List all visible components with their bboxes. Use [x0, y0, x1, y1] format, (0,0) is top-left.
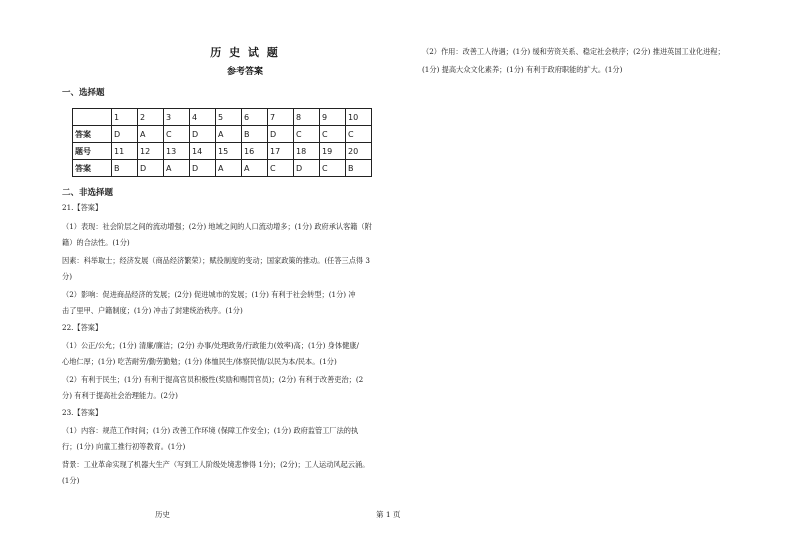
table-row [73, 126, 372, 143]
text-line: 籍）的合法性。(1分) [62, 238, 130, 247]
table-cell: C [320, 126, 346, 143]
table-row [73, 160, 372, 177]
table-cell: 15 [216, 143, 242, 160]
table-cell: C [294, 126, 320, 143]
table-cell: D [190, 160, 216, 177]
table-cell: D [138, 160, 164, 177]
text-line: 23.【答案】 [62, 408, 103, 417]
table-cell: 19 [320, 143, 346, 160]
table-cell: 13 [164, 143, 190, 160]
row-label: 答案 [73, 160, 112, 177]
answer-table [72, 108, 372, 177]
text-line: 22.【答案】 [62, 323, 103, 332]
table-cell: A [138, 126, 164, 143]
page-title: 历 史 试 题 [210, 46, 280, 59]
text-line: 行；(1分) 向童工推行初等教育。(1分) [62, 442, 186, 451]
text-line: （1）内容：规范工作时间；(1分) 改善工作环境 (保障工作安全)；(1分) 政府监管工厂法的执 [62, 426, 359, 435]
table-cell: B [346, 160, 372, 177]
table-cell: 17 [268, 143, 294, 160]
table-cell: 5 [216, 109, 242, 126]
text-line: 背景：工业革命实现了机器大生产（写到工人阶级处境悲惨得 1分)；(2分)；工人运动风起云涌。 [62, 460, 370, 469]
table-cell: C [164, 126, 190, 143]
table-cell: A [242, 160, 268, 177]
row-label: 题号 [73, 143, 112, 160]
table-cell: 1 [112, 109, 138, 126]
table-cell: 6 [242, 109, 268, 126]
text-line: 击了里甲、户籍制度；(1分) 冲击了封建统治秩序。(1分) [62, 306, 243, 315]
table-cell: D [268, 126, 294, 143]
text-line: （2）有利于民生；(1分) 有利于提高官员积极性(奖励和赐罚官员)；(2分) 有利于改善吏治；(2 [62, 375, 364, 384]
table-cell: C [268, 160, 294, 177]
table-cell: A [216, 126, 242, 143]
text-line: (1分) 提高大众文化素养；(1分) 有利于政府职能的扩大。(1分) [422, 65, 623, 74]
table-cell: B [112, 160, 138, 177]
table-cell: 11 [112, 143, 138, 160]
table-cell: 20 [346, 143, 372, 160]
text-line: 分) [62, 272, 72, 281]
footer-subject: 历史 [155, 510, 170, 519]
text-line: （2）影响：促进商品经济的发展；(2分) 促进城市的发展；(1分) 有利于社会转型；(1分) 冲 [62, 290, 356, 299]
table-cell: 9 [320, 109, 346, 126]
table-cell: 4 [190, 109, 216, 126]
table-cell: 14 [190, 143, 216, 160]
table-cell: C [346, 126, 372, 143]
text-line: 因素：科举取士；经济发展（商品经济繁荣）；赋役制度的变动；国家政策的推动。(任答三点得 3 [62, 256, 370, 265]
row-label [73, 109, 112, 126]
table-cell: B [242, 126, 268, 143]
table-cell: C [320, 160, 346, 177]
table-cell: 2 [138, 109, 164, 126]
table-row [73, 109, 372, 126]
table-row [73, 143, 372, 160]
table-cell: D [294, 160, 320, 177]
table-cell: 8 [294, 109, 320, 126]
text-line: 21.【答案】 [62, 203, 103, 212]
table-cell: 3 [164, 109, 190, 126]
table-cell: 12 [138, 143, 164, 160]
table-cell: A [216, 160, 242, 177]
table-cell: D [112, 126, 138, 143]
section-heading-choice: 一、选择题 [62, 88, 105, 98]
page-subtitle: 参考答案 [226, 67, 263, 77]
row-label: 答案 [73, 126, 112, 143]
footer-page-number: 第 1 页 [376, 510, 401, 519]
text-line: （2）作用：改善工人待遇；(1分) 缓和劳资关系、稳定社会秩序；(2分) 推进英国工业化进程； [422, 47, 725, 56]
table-cell: D [190, 126, 216, 143]
table-cell: 16 [242, 143, 268, 160]
text-line: 心地仁厚；(1分) 吃苦耐劳/勤劳勤勉；(1分) 体恤民生/体察民情/以民为本/民本。(1分) [62, 357, 337, 366]
table-cell: A [164, 160, 190, 177]
section-heading-nonchoice: 二、非选择题 [62, 188, 114, 198]
table-cell: 10 [346, 109, 372, 126]
text-line: 分) 有利于提高社会治理能力。(2分) [62, 391, 178, 400]
table-cell: 18 [294, 143, 320, 160]
text-line: （1）公正/公允；(1分) 清廉/廉洁；(2分) 办事/处理政务/行政能力(效率)高；(1分) 身体健康/ [62, 341, 359, 350]
table-cell: 7 [268, 109, 294, 126]
text-line: （1）表现：社会阶层之间的流动增强；(2分) 地域之间的人口流动增多；(1分) 政府承认客籍（附 [62, 222, 372, 231]
text-line: (1分) [62, 476, 80, 485]
